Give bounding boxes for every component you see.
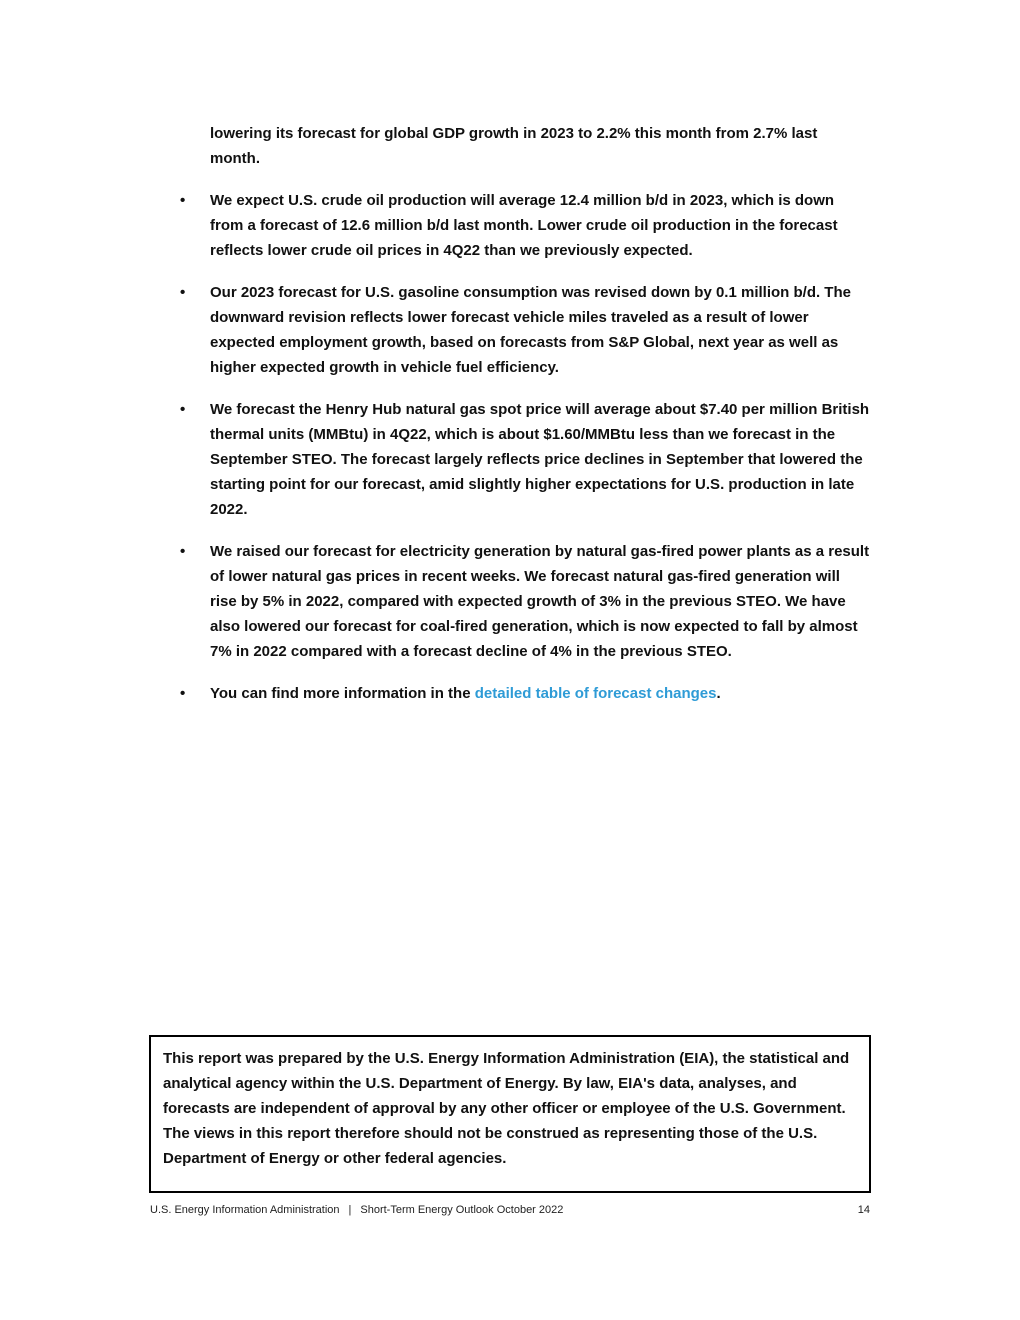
list-item-text-prefix: You can find more information in the — [210, 685, 475, 702]
bullet-icon: • — [180, 685, 186, 702]
list-item-text: We forecast the Henry Hub natural gas spot price will average about $7.40 per million British thermal units (MMBtu) in 4Q22, which is about $1.60/MMBtu less than we forecast in the September STEO. The forecast largely reflects price declines in September that lowered the starting point for our forecast, amid slightly higher expectations for U.S. production in late 2022. — [210, 401, 870, 518]
disclaimer-box — [149, 1035, 871, 1193]
list-item — [180, 280, 870, 380]
bullet-icon: • — [180, 284, 186, 301]
footer-publication: Short-Term Energy Outlook October 2022 — [360, 1204, 564, 1216]
bullet-icon: • — [180, 543, 186, 560]
page-number: 14 — [857, 1204, 870, 1216]
forecast-changes-list — [180, 188, 870, 723]
footer-separator: | — [348, 1204, 352, 1216]
list-item — [180, 188, 870, 263]
bullet-icon: • — [180, 192, 186, 209]
forecast-changes-table-link[interactable]: detailed table of forecast changes — [474, 685, 717, 702]
page-footer — [150, 1202, 870, 1218]
list-item-text: We expect U.S. crude oil production will average 12.4 million b/d in 2023, which is down from a forecast of 12.6 million b/d last month. Lower crude oil production in the forecast reflects lower crude oil prices in 4Q22 than we previously expected. — [210, 192, 838, 259]
list-item — [180, 397, 870, 522]
footer-agency: U.S. Energy Information Administration — [150, 1204, 340, 1216]
list-item — [180, 539, 870, 664]
continued-bullet-text: lowering its forecast for global GDP growth in 2023 to 2.2% this month from 2.7% last month. — [210, 125, 818, 167]
disclaimer-text: This report was prepared by the U.S. Energy Information Administration (EIA), the statistical and analytical agency within the U.S. Department of Energy. By law, EIA's data, analyses, and forecasts are independent of approval by any other officer or employee of the U.S. Government. The views in this report therefore should not be construed as representing those of the U.S. Department of Energy or other federal agencies. — [163, 1050, 850, 1167]
list-item-text: We raised our forecast for electricity generation by natural gas-fired power plants as a result of lower natural gas prices in recent weeks. We forecast natural gas-fired generation will rise by 5% in 2022, compared with expected growth of 3% in the previous STEO. We have also lowered our forecast for coal-fired generation, which is now expected to fall by almost 7% in 2022 compared with a forecast decline of 4% in the previous STEO. — [210, 543, 870, 660]
bullet-icon: • — [180, 401, 186, 418]
list-item-text-suffix: . — [716, 685, 721, 702]
list-item — [180, 681, 870, 706]
list-item-text: Our 2023 forecast for U.S. gasoline consumption was revised down by 0.1 million b/d. The downward revision reflects lower forecast vehicle miles traveled as a result of lower expected employment growth, based on forecasts from S&P Global, next year as well as higher expected growth in vehicle fuel efficiency. — [210, 284, 851, 376]
